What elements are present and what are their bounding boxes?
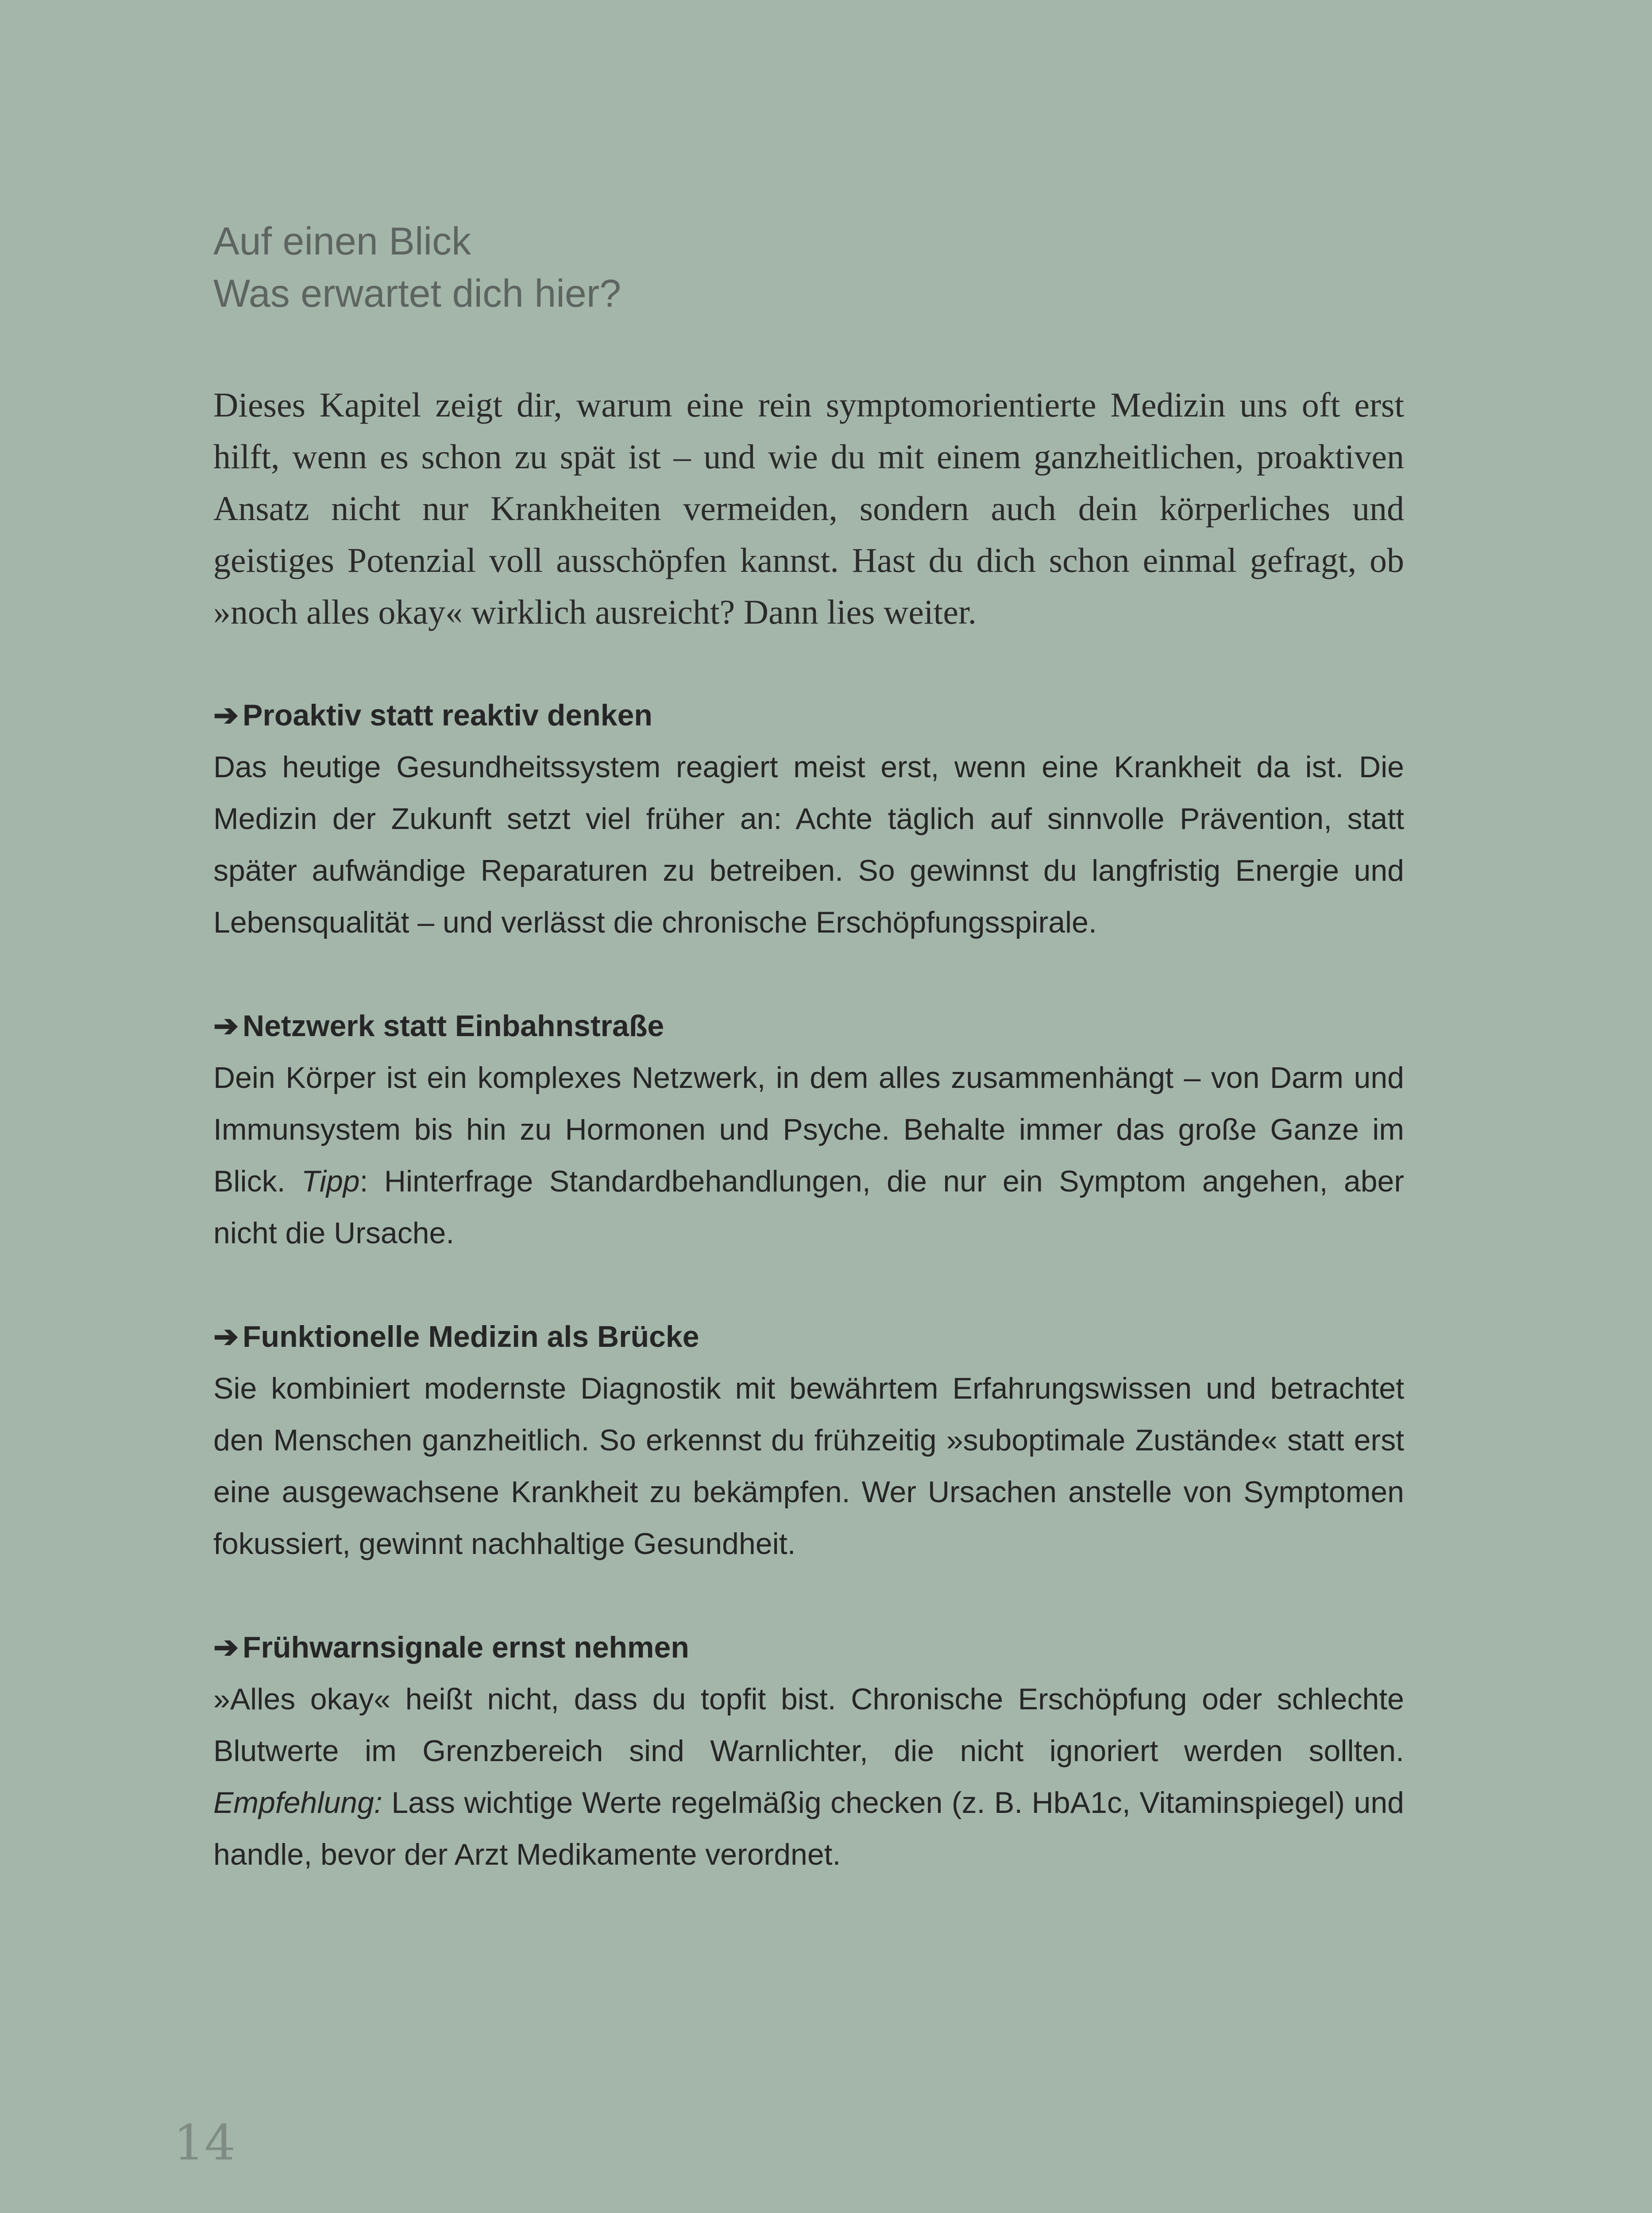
page-heading [213,215,1404,320]
intro-paragraph: Dieses Kapitel zeigt dir, warum eine rein symptomorientierte Medizin uns oft erst hilft, wenn es schon zu spät ist – und wie du mit einem ganzheitlichen, proaktiven Ansatz nicht nur Krankheiten vermeiden, sondern auch dein körperliches und geistiges Potenzial voll ausschöpfen kannst. Hast du dich schon einmal gefragt, ob »noch alles okay« wirklich ausreicht? Dann lies weiter. [213,386,1404,631]
section-body-text: »Alles okay« heißt nicht, dass du topfit bist. Chronische Erschöpfung oder schlechte Blutwerte im Grenzbereich sind Warnlichter, die nicht ignoriert werden sollten. [213,1682,1404,1768]
section-title [213,1311,1404,1363]
section-body [213,1673,1404,1881]
section-title-text: Proaktiv statt reaktiv denken [243,698,652,732]
section-proaktiv [213,690,1404,948]
section-title-text: Frühwarnsignale ernst nehmen [243,1631,689,1664]
section-body-text: Dein Körper ist ein komplexes Netzwerk, in dem alles zusammenhängt – von Darm und Immunsystem bis hin zu Hormonen und Psyche. Behalte immer das große Ganze im Blick. [213,1061,1404,1198]
page-content [213,215,1404,1881]
arrow-right-icon: ➔ [213,1009,239,1043]
section-fruehwarnsignale [213,1622,1404,1881]
section-body-text: Lass wichtige Werte regelmäßig checken (z. B. HbA1c, Vitaminspiegel) und handle, bevor der Arzt Medikamente verordnet. [213,1786,1404,1871]
page-number: 14 [174,2114,235,2171]
arrow-right-icon: ➔ [213,1631,239,1664]
section-body [213,1052,1404,1259]
section-body-italic: Empfehlung: [213,1786,382,1820]
section-body: Sie kombiniert modernste Diagnostik mit bewährtem Erfahrungswissen und betrachtet den Menschen ganzheitlich. So erkennst du frühzeitig »suboptimale Zustände« statt erst eine ausgewachsene Krankheit zu bekämpfen. Wer Ursachen anstelle von Symptomen fokussiert, gewinnt nachhaltige Gesundheit. [213,1372,1404,1561]
section-body: Das heutige Gesundheitssystem reagiert meist erst, wenn eine Krankheit da ist. Die Medizin der Zukunft setzt viel früher an: Achte täglich auf sinnvolle Prävention, statt später aufwändige Reparaturen zu betreiben. So gewinnst du langfristig Energie und Lebensqualität – und verlässt die chronische Erschöpfungsspirale. [213,750,1404,939]
arrow-right-icon: ➔ [213,1320,239,1353]
section-title-text: Funktionelle Medizin als Brücke [243,1320,699,1353]
section-funktionelle-medizin [213,1311,1404,1570]
heading-line-1: Auf einen Blick [213,219,471,263]
section-title [213,1000,1404,1052]
section-body-text: : Hinterfrage Standardbehandlungen, die nur ein Symptom angehen, aber nicht die Ursache. [213,1164,1404,1250]
section-title [213,690,1404,741]
section-body-italic: Tipp [301,1164,360,1198]
heading-line-2: Was erwartet dich hier? [213,271,621,315]
section-title [213,1622,1404,1673]
section-netzwerk [213,1000,1404,1259]
section-title-text: Netzwerk statt Einbahnstraße [243,1009,664,1043]
arrow-right-icon: ➔ [213,698,239,732]
